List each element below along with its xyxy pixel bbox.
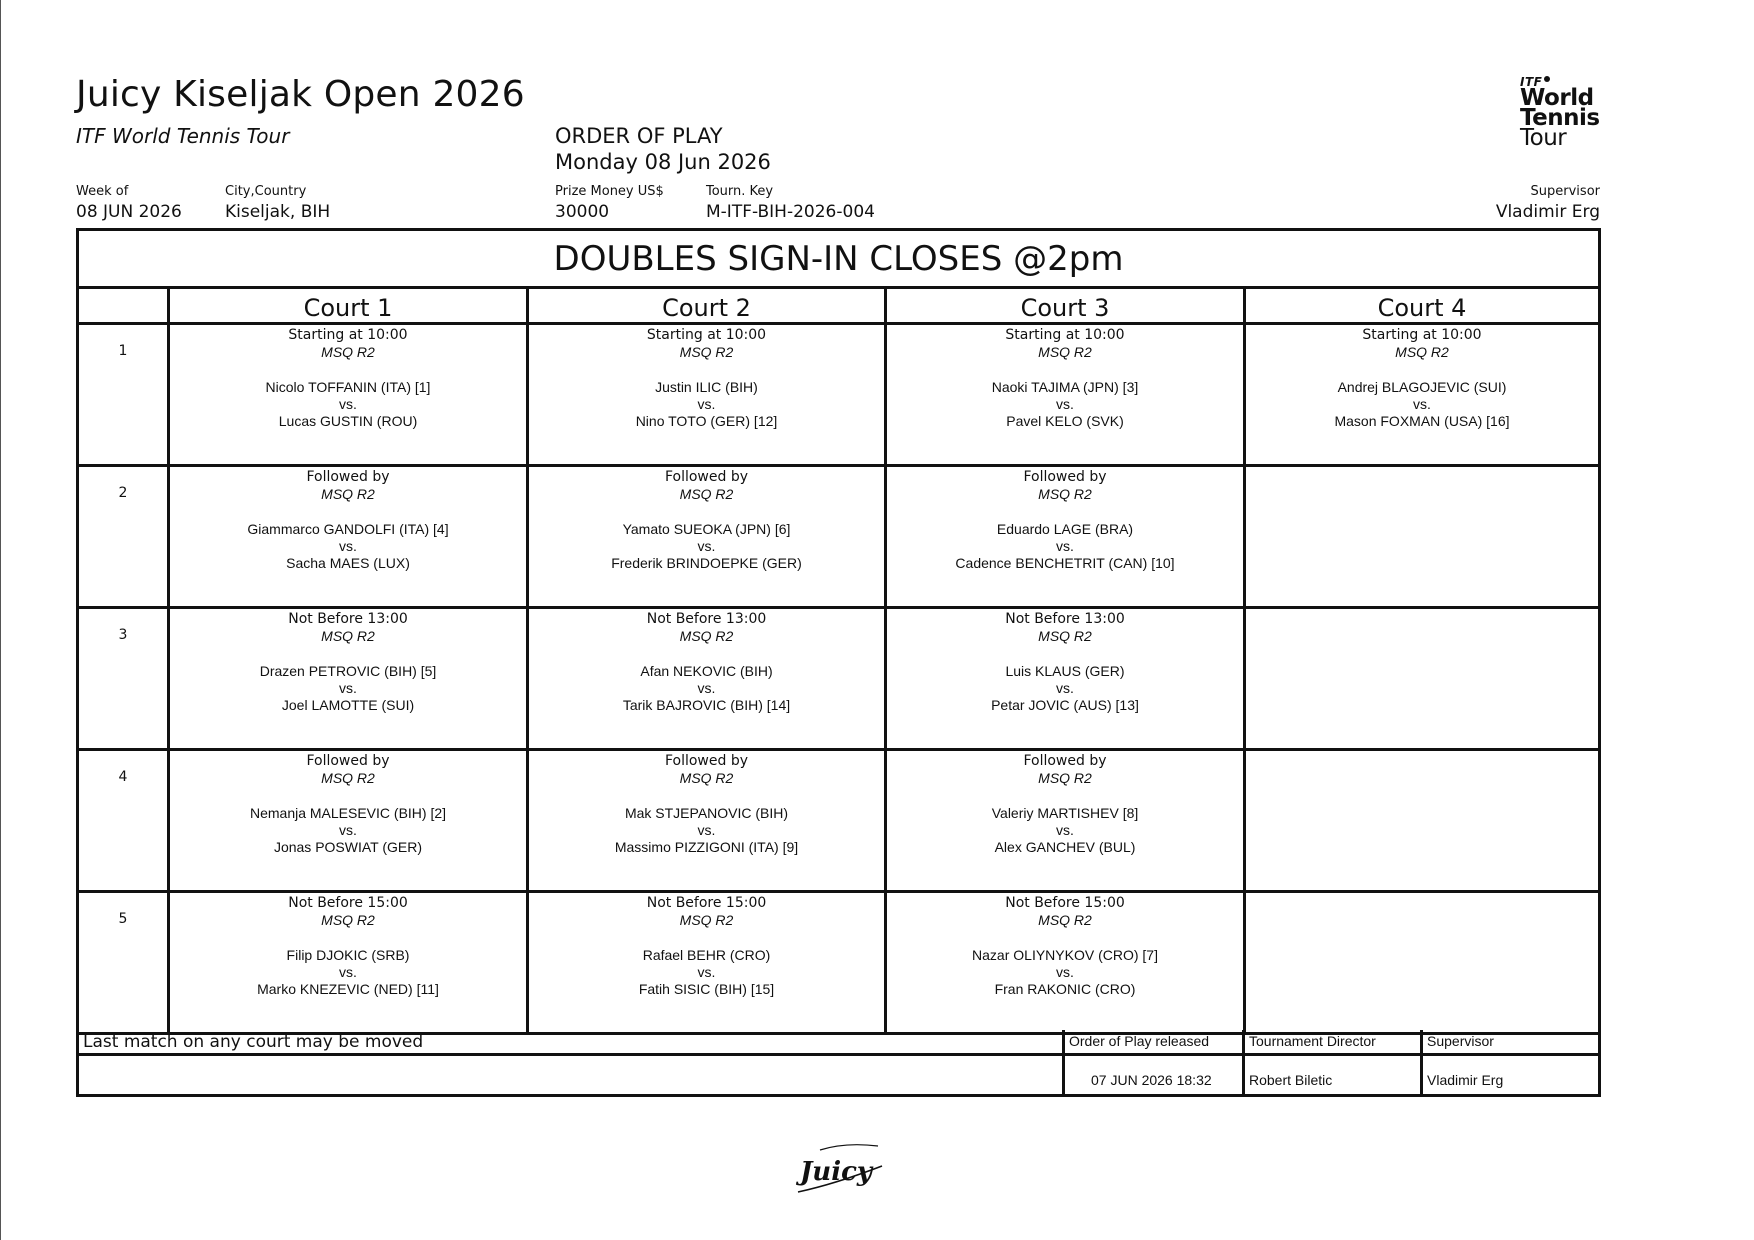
versus-label [1246,822,1598,839]
versus-label: vs. [697,538,716,554]
player-one: Eduardo LAGE (BRA) [996,521,1134,537]
match-timing: Followed by [664,469,749,485]
match-cell [167,609,526,748]
versus-label [1246,680,1598,697]
match-round: MSQ R2 [321,770,375,786]
match-row [79,609,1598,751]
match-round: MSQ R2 [1038,912,1092,928]
supervisor-value: Vladimir Erg [1495,202,1600,222]
player-one: Mak STJEPANOVIC (BIH) [624,805,789,821]
player-two: Pavel KELO (SVK) [1006,413,1124,429]
match-round: MSQ R2 [1038,344,1092,360]
player-one: Rafael BEHR (CRO) [642,947,771,963]
versus-label: vs. [697,964,716,980]
match-round: MSQ R2 [679,344,734,360]
logo-word-tour: Tour [1520,125,1567,151]
player-two [1246,555,1598,572]
tournament-title: Juicy Kiseljak Open 2026 [76,74,525,115]
match-round [1246,912,1598,929]
player-one: Giammarco GANDOLFI (ITA) [4] [247,521,449,537]
versus-label [1246,538,1598,555]
order-of-play-label: ORDER OF PLAY [555,124,723,148]
match-timing: Followed by [664,753,749,769]
match-cell [1243,751,1598,890]
versus-label: vs. [1056,964,1074,980]
match-round: MSQ R2 [321,344,375,360]
versus-label: vs. [1056,822,1074,838]
court-header-row [79,289,1598,325]
footer-supervisor-column [1420,1030,1598,1094]
match-row [79,467,1598,609]
match-row [79,751,1598,893]
match-timing: Starting at 10:00 [646,327,767,343]
player-two: Cadence BENCHETRIT (CAN) [10] [955,555,1175,571]
prize-money-label: Prize Money US$ [555,184,664,199]
city-value: Kiseljak, BIH [225,202,331,222]
director-column [1242,1030,1420,1094]
court-header: Court 3 [884,289,1243,322]
doubles-sign-in-banner: DOUBLES SIGN-IN CLOSES @2pm [79,231,1598,289]
match-timing: Not Before 15:00 [288,895,408,911]
versus-label: vs. [1056,538,1074,554]
match-round: MSQ R2 [679,770,734,786]
week-label: Week of [76,184,129,199]
versus-label: vs. [339,822,357,838]
player-one: Naoki TAJIMA (JPN) [3] [991,379,1139,395]
match-timing: Followed by [1023,753,1107,769]
court-header: Court 2 [526,289,884,322]
versus-label: vs. [697,396,716,412]
player-two: Mason FOXMAN (USA) [16] [1334,413,1510,429]
player-two: Sacha MAES (LUX) [286,555,410,571]
match-round: MSQ R2 [321,486,375,502]
match-timing: Not Before 13:00 [288,611,408,627]
match-timing [1246,895,1598,912]
sponsor-logo-text: Juicy [800,1157,873,1187]
supervisor-label: Supervisor [1530,184,1600,199]
row-number: 4 [118,769,128,785]
logo-arc [820,1145,878,1150]
match-cell [884,325,1243,464]
player-one: Nazar OLIYNYKOV (CRO) [7] [972,947,1158,963]
match-timing: Followed by [1023,469,1107,485]
row-number: 5 [118,911,128,927]
director-value: Robert Biletic [1249,1072,1333,1088]
versus-label [1246,964,1598,981]
player-one: Afan NEKOVIC (BIH) [640,663,773,679]
match-round: MSQ R2 [321,912,375,928]
match-timing [1246,469,1598,486]
player-two [1246,839,1598,856]
match-cell [167,751,526,890]
player-one: Luis KLAUS (GER) [1005,663,1125,679]
match-round: MSQ R2 [679,912,734,928]
match-round: MSQ R2 [679,628,734,644]
match-cell [167,325,526,464]
match-cell [526,893,884,1032]
match-row [79,325,1598,467]
order-of-play-table [76,228,1601,1097]
player-two: Fatih SISIC (BIH) [15] [638,981,775,997]
footer-note: Last match on any court may be moved [83,1032,424,1052]
week-value: 08 JUN 2026 [76,202,182,222]
versus-label: vs. [339,964,357,980]
player-one: Yamato SUEOKA (JPN) [6] [622,521,791,537]
match-timing: Followed by [306,753,390,769]
released-column [1062,1030,1242,1094]
player-two: Massimo PIZZIGONI (ITA) [9] [614,839,799,855]
player-two: Frederik BRINDOEPKE (GER) [611,555,802,571]
tournament-key-value: M-ITF-BIH-2026-004 [706,202,875,222]
match-cell [1243,467,1598,606]
match-timing: Starting at 10:00 [1005,327,1125,343]
player-two [1246,697,1598,714]
match-cell [884,609,1243,748]
city-label: City,Country [225,184,307,199]
released-value: 07 JUN 2026 18:32 [1091,1072,1212,1088]
match-cell [167,893,526,1032]
match-cell [526,467,884,606]
page-left-border [0,0,1,1240]
match-timing: Starting at 10:00 [288,327,408,343]
row-number: 2 [118,485,128,501]
player-two: Lucas GUSTIN (ROU) [278,413,418,429]
match-timing: Not Before 13:00 [1005,611,1125,627]
row-number: 3 [118,627,128,643]
match-round: MSQ R2 [1038,770,1092,786]
player-one [1246,663,1598,680]
versus-label: vs. [1056,680,1074,696]
logo-word-world: World [1520,85,1594,111]
row-number: 1 [118,343,128,359]
match-round: MSQ R2 [1038,628,1092,644]
player-two: Marko KNEZEVIC (NED) [11] [257,981,439,997]
match-row [79,893,1598,1035]
tournament-key-label: Tourn. Key [706,184,774,199]
match-round: MSQ R2 [321,628,375,644]
order-of-play-date: Monday 08 Jun 2026 [555,150,771,174]
player-one: Filip DJOKIC (SRB) [286,947,410,963]
player-one: Valeriy MARTISHEV [8] [991,805,1139,821]
player-two [1246,981,1598,998]
versus-label: vs. [697,822,716,838]
match-timing [1246,611,1598,628]
match-timing: Not Before 15:00 [1005,895,1125,911]
versus-label: vs. [697,680,716,696]
match-cell [526,609,884,748]
player-two: Jonas POSWIAT (GER) [273,839,423,855]
player-one [1246,521,1598,538]
player-two: Nino TOTO (GER) [12] [635,413,778,429]
match-cell [526,325,884,464]
itf-world-tennis-tour-logo [1520,75,1610,151]
match-round [1246,486,1598,503]
match-round [1246,770,1598,787]
match-round: MSQ R2 [679,486,734,502]
player-one: Drazen PETROVIC (BIH) [5] [259,663,437,679]
player-one: Andrej BLAGOJEVIC (SUI) [1337,379,1507,395]
player-two: Fran RAKONIC (CRO) [994,981,1136,997]
match-timing: Not Before 15:00 [646,895,767,911]
player-one: Nicolo TOFFANIN (ITA) [1] [265,379,431,395]
player-two: Petar JOVIC (AUS) [13] [991,697,1139,713]
director-label: Tournament Director [1249,1033,1376,1049]
player-one: Nemanja MALESEVIC (BIH) [2] [249,805,447,821]
versus-label: vs. [1056,396,1074,412]
match-timing: Not Before 13:00 [646,611,767,627]
player-one: Justin ILIC (BIH) [655,379,758,395]
versus-label: vs. [339,680,357,696]
itf-logo-mark: ITF [1520,76,1610,88]
released-label: Order of Play released [1069,1033,1210,1049]
match-timing: Starting at 10:00 [1362,327,1482,343]
tour-subtitle: ITF World Tennis Tour [76,124,290,148]
match-cell [167,467,526,606]
prize-money-value: 30000 [555,202,610,222]
match-cell [884,751,1243,890]
match-round: MSQ R2 [1395,344,1449,360]
versus-label: vs. [339,538,357,554]
match-round: MSQ R2 [1038,486,1092,502]
juicy-sponsor-logo [790,1140,890,1200]
match-timing: Followed by [306,469,390,485]
match-cell [1243,893,1598,1032]
match-cell [884,467,1243,606]
court-header: Court 1 [167,289,526,322]
match-round [1246,628,1598,645]
player-one [1246,947,1598,964]
player-one [1246,805,1598,822]
player-two: Tarik BAJROVIC (BIH) [14] [622,697,791,713]
logo-word-tennis: Tennis [1520,105,1600,131]
match-timing [1246,753,1598,770]
player-two: Alex GANCHEV (BUL) [994,839,1136,855]
footer-section [79,1030,1598,1094]
player-two: Joel LAMOTTE (SUI) [281,697,415,713]
footer-supervisor-label: Supervisor [1427,1033,1494,1049]
match-cell [1243,325,1598,464]
court-header: Court 4 [1243,289,1598,322]
versus-label: vs. [339,396,357,412]
match-cell [526,751,884,890]
match-cell [884,893,1243,1032]
match-cell [1243,609,1598,748]
footer-supervisor-value: Vladimir Erg [1427,1072,1504,1088]
versus-label: vs. [1413,396,1431,412]
